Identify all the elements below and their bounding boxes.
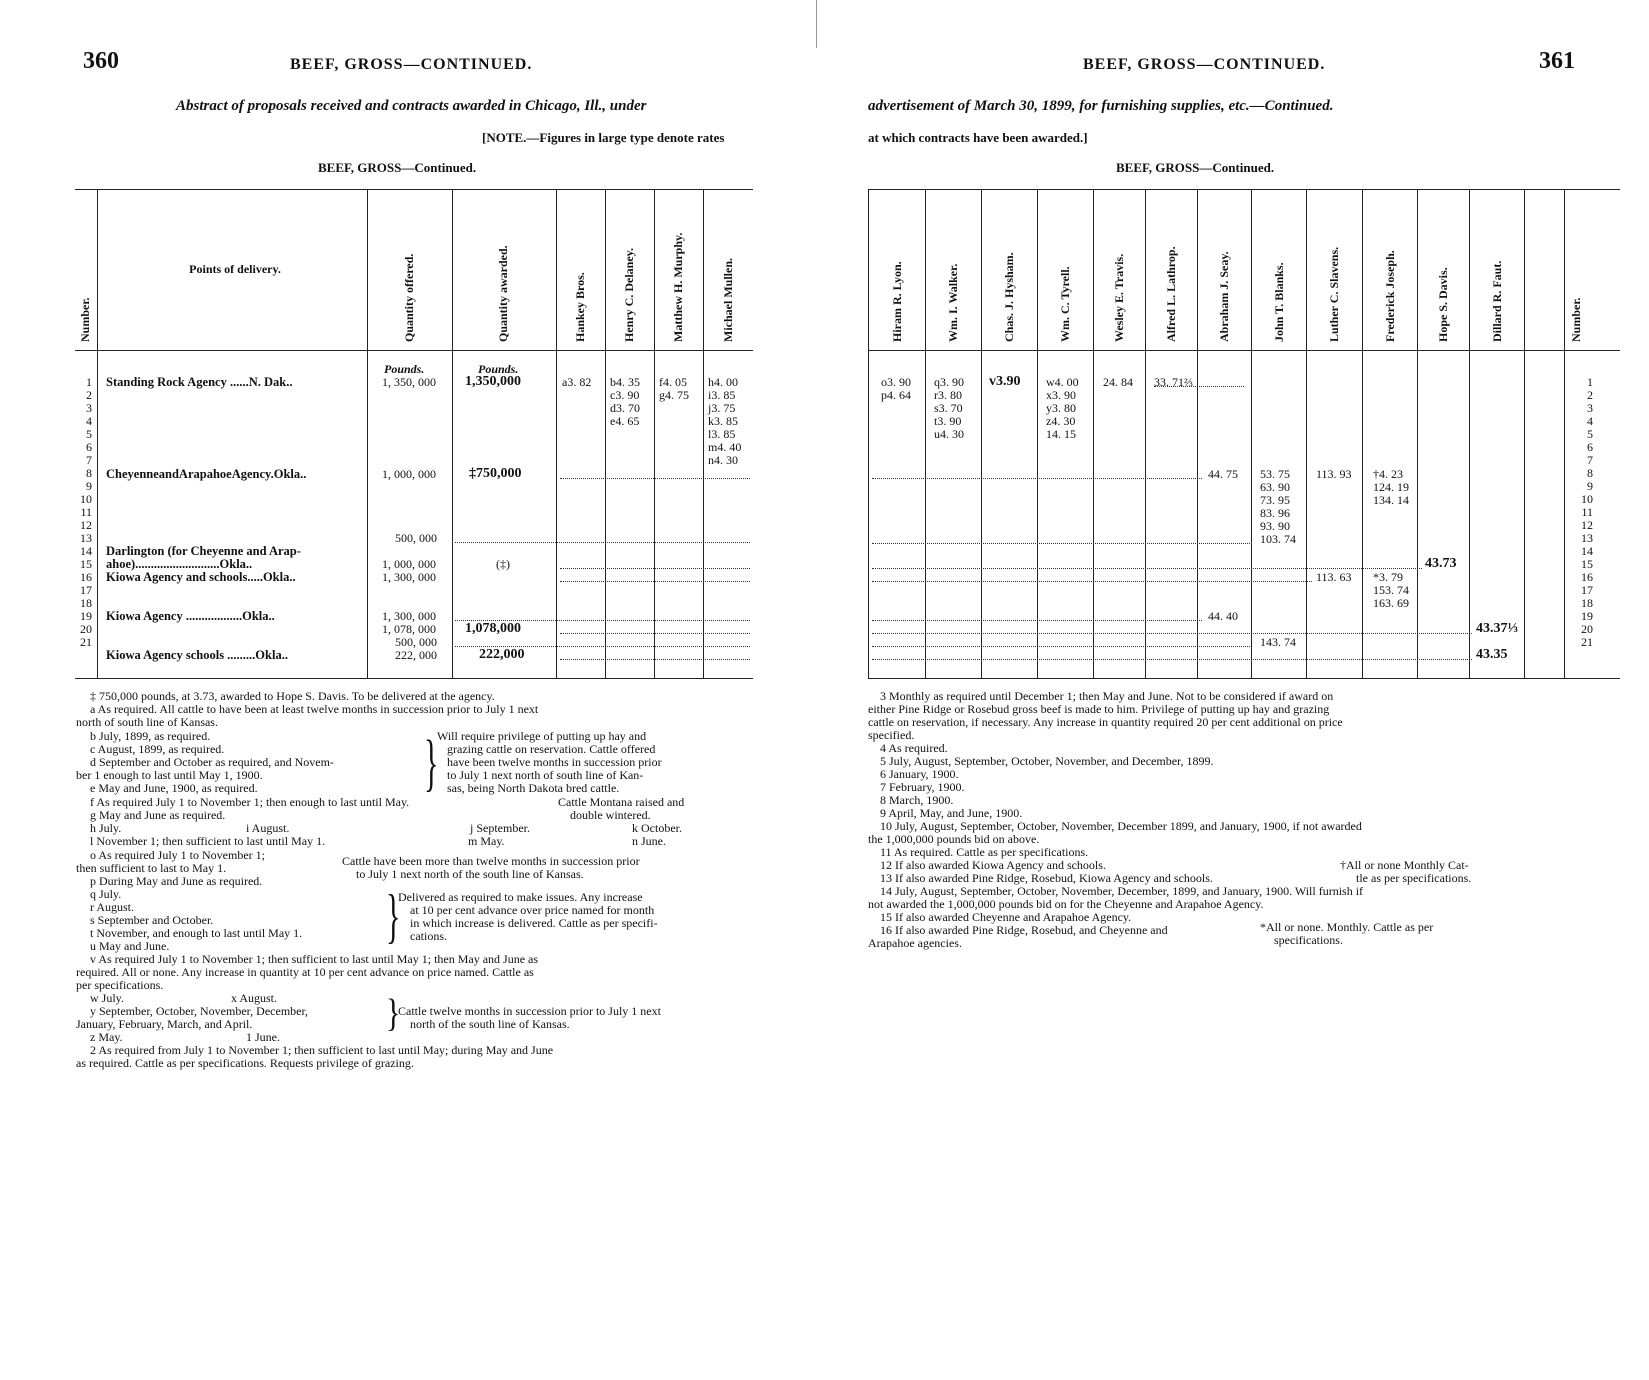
footnote: 2 As required from July 1 to November 1; then sufficient to last until May; during May and June	[90, 1043, 554, 1057]
bid-cell: 44. 40	[1208, 609, 1238, 623]
footnote: sas, being North Dakota bred cattle.	[447, 781, 620, 795]
subtitle: BEEF, GROSS—Continued.	[1116, 160, 1275, 175]
footnote: cations.	[410, 929, 447, 943]
footnote: s September and October.	[90, 913, 214, 927]
col-divider	[1037, 189, 1038, 678]
bid-cell: b4. 35	[610, 375, 640, 389]
bid-cell: 163. 69	[1373, 596, 1409, 610]
row-number: 4	[1587, 414, 1593, 428]
col-divider	[452, 189, 453, 678]
footnote: per specifications.	[76, 978, 164, 992]
footnote: Delivered as required to make issues. Any increase	[398, 890, 643, 904]
row-number: 19	[1581, 609, 1593, 623]
row-number: 8	[1587, 466, 1593, 480]
row-number: 19	[80, 609, 92, 623]
qty-offered-cell: 1, 350, 000	[382, 375, 436, 389]
leader-dots	[1154, 386, 1244, 387]
footnote: then sufficient to last to May 1.	[76, 861, 227, 875]
running-head: BEEF, GROSS—CONTINUED.	[290, 56, 533, 73]
row-number: 13	[1581, 531, 1593, 545]
footnote: Cattle Montana raised and	[558, 795, 685, 809]
row-number: 15	[80, 557, 92, 571]
row-number: 15	[1581, 557, 1593, 571]
footnote: 14 July, August, September, October, November, December, 1899, and January, 1900. Will furnish if	[880, 884, 1364, 898]
bid-cell: f4. 05	[659, 375, 687, 389]
note: at which contracts have been awarded.]	[868, 130, 1088, 145]
row-number: 11	[80, 505, 92, 519]
header-bidder: Matthew H. Murphy.	[671, 232, 685, 342]
qty-awarded-cell: (‡)	[496, 557, 510, 571]
col-divider	[1093, 189, 1094, 678]
qty-offered-cell: 1, 300, 000	[382, 609, 436, 623]
col-divider	[868, 189, 869, 678]
bid-cell: g4. 75	[659, 388, 689, 402]
row-number: 14	[80, 544, 92, 558]
row-number: 12	[1581, 518, 1593, 532]
row-number: 1	[86, 375, 92, 389]
qty-awarded-cell: 1,078,000	[465, 621, 521, 636]
qty-awarded-cell: 1,350,000	[465, 374, 521, 389]
footnote: double wintered.	[570, 808, 651, 822]
leader-dots	[560, 478, 750, 479]
col-divider	[654, 189, 655, 678]
footnote: i August.	[246, 821, 290, 835]
footnote: Cattle have been more than twelve months in succession prior	[342, 854, 640, 868]
footnote: q July.	[90, 887, 122, 901]
row-number: 3	[86, 401, 92, 415]
row-number: 4	[86, 414, 92, 428]
bid-cell: c3. 90	[610, 388, 640, 402]
leader-dots	[872, 478, 1202, 479]
bid-cell: 153. 74	[1373, 583, 1409, 597]
footnote: g May and June as required.	[90, 808, 226, 822]
footnote: the 1,000,000 pounds bid on above.	[868, 832, 1040, 846]
brace: }	[386, 992, 401, 1036]
footnote: r August.	[90, 900, 135, 914]
col-divider	[1524, 189, 1525, 678]
bid-cell: 83. 96	[1260, 506, 1290, 520]
bid-cell: 43.73	[1425, 556, 1457, 571]
footnote: 15 If also awarded Cheyenne and Arapahoe Agency.	[880, 910, 1132, 924]
footnote: n June.	[632, 834, 666, 848]
header-bidder: Abraham J. Seay.	[1217, 251, 1231, 342]
footnote: ber 1 enough to last until May 1, 1900.	[76, 768, 263, 782]
leader-dots	[872, 633, 1472, 634]
bid-cell: e4. 65	[610, 414, 640, 428]
footnote: Cattle twelve months in succession prior to July 1 next	[398, 1004, 661, 1018]
leader-dots	[455, 542, 750, 543]
qty-offered-cell: 222, 000	[395, 648, 437, 662]
table-bottom-rule	[75, 678, 753, 679]
running-head: BEEF, GROSS—CONTINUED.	[1083, 56, 1326, 73]
qty-offered-cell: 1, 000, 000	[382, 467, 436, 481]
col-divider	[1362, 189, 1363, 678]
row-number: 10	[1581, 492, 1593, 506]
header-bidder: Chas. J. Hysham.	[1002, 252, 1016, 342]
footnote: *All or none. Monthly. Cattle as per	[1260, 920, 1434, 934]
row-number: 12	[80, 518, 92, 532]
footnote: z May.	[90, 1030, 123, 1044]
row-number: 8	[86, 466, 92, 480]
footnote: 7 February, 1900.	[880, 780, 965, 794]
delivery-point: ahoe)...........................Okla..	[106, 557, 253, 571]
bid-cell: 113. 63	[1316, 570, 1352, 584]
footnote: b July, 1899, as required.	[90, 729, 211, 743]
bid-cell: a3. 82	[562, 375, 592, 389]
bid-cell: 134. 14	[1373, 493, 1409, 507]
row-number: 6	[1587, 440, 1593, 454]
footnote: have been twelve months in succession prior	[447, 755, 662, 769]
bid-cell: n4. 30	[708, 453, 738, 467]
delivery-point: Darlington (for Cheyenne and Arap-	[106, 544, 301, 558]
leader-dots	[872, 646, 1252, 647]
leader-dots	[872, 581, 1312, 582]
footnote: x August.	[231, 991, 278, 1005]
footnote: 12 If also awarded Kiowa Agency and schools.	[880, 858, 1106, 872]
bid-cell: q3. 90	[934, 375, 964, 389]
col-divider	[97, 189, 98, 678]
bid-cell: 14. 15	[1046, 427, 1076, 441]
brace: }	[424, 728, 439, 799]
bid-cell: 73. 95	[1260, 493, 1290, 507]
qty-awarded-cell: ‡750,000	[469, 466, 522, 481]
row-number: 5	[86, 427, 92, 441]
table-bottom-rule	[868, 678, 1620, 679]
header-number: Number.	[1569, 297, 1583, 342]
leader-dots	[560, 568, 750, 569]
footnote: 13 If also awarded Pine Ridge, Rosebud, Kiowa Agency and schools.	[880, 871, 1213, 885]
bid-cell: 24. 84	[1103, 375, 1133, 389]
row-number: 17	[1581, 583, 1593, 597]
bid-cell: 33. 71⅔	[1154, 375, 1193, 389]
footnote: a As required. All cattle to have been at least twelve months in succession prior to July 1 next	[90, 702, 539, 716]
footnote: j September.	[470, 821, 530, 835]
leader-dots	[872, 543, 1252, 544]
bid-cell: w4. 00	[1046, 375, 1079, 389]
row-number: 5	[1587, 427, 1593, 441]
bid-cell: †4. 23	[1373, 467, 1403, 481]
leader-dots	[560, 633, 750, 634]
col-divider	[1251, 189, 1252, 678]
row-number: 16	[80, 570, 92, 584]
footnote: 10 July, August, September, October, November, December 1899, and January, 1900, if not awarded	[880, 819, 1362, 833]
bid-cell: k3. 85	[708, 414, 738, 428]
right-page	[824, 0, 1649, 1380]
footnote: p During May and June as required.	[90, 874, 263, 888]
footnote: 16 If also awarded Pine Ridge, Rosebud, and Cheyenne and	[880, 923, 1168, 937]
footnote: tle as per specifications.	[1356, 871, 1472, 885]
row-number: 14	[1581, 544, 1593, 558]
page-title: advertisement of March 30, 1899, for furnishing supplies, etc.—Continued.	[868, 98, 1334, 114]
footnote: Will require privilege of putting up hay and	[437, 729, 647, 743]
delivery-point: Standing Rock Agency ......N. Dak..	[106, 375, 293, 389]
bid-cell: p4. 64	[881, 388, 911, 402]
subtitle: BEEF, GROSS—Continued.	[318, 160, 477, 175]
qty-offered-cell: 1, 000, 000	[382, 557, 436, 571]
header-bidder: Wm. I. Walker.	[946, 263, 960, 342]
col-divider	[605, 189, 606, 678]
footnote: ‡ 750,000 pounds, at 3.73, awarded to Hope S. Davis. To be delivered at the agency.	[90, 689, 495, 703]
qty-awarded-cell: 222,000	[479, 647, 525, 662]
bid-cell: t3. 90	[934, 414, 962, 428]
gutter-mark	[816, 0, 817, 48]
left-page	[0, 0, 824, 1380]
bid-cell: z4. 30	[1046, 414, 1076, 428]
bid-cell: 103. 74	[1260, 532, 1296, 546]
col-divider	[556, 189, 557, 678]
leader-dots	[455, 646, 750, 647]
footnote: north of the south line of Kansas.	[410, 1017, 570, 1031]
col-divider	[981, 189, 982, 678]
footnote: not awarded the 1,000,000 pounds bid on for the Cheyenne and Arapahoe Agency.	[868, 897, 1264, 911]
footnote: cattle on reservation, if necessary. Any increase in quantity required 20 per cent additional on price	[868, 715, 1343, 729]
leader-dots	[455, 620, 750, 621]
bid-cell: 43.37⅓	[1476, 621, 1518, 636]
footnote: k October.	[632, 821, 682, 835]
footnote: f As required July 1 to November 1; then enough to last until May.	[90, 795, 410, 809]
footnote: e May and June, 1900, as required.	[90, 781, 258, 795]
row-number: 17	[80, 583, 92, 597]
header-bidder: Henry C. Delaney.	[622, 248, 636, 342]
delivery-point: Kiowa Agency and schools.....Okla..	[106, 570, 296, 584]
col-divider	[1417, 189, 1418, 678]
row-number: 21	[80, 635, 92, 649]
table-top-rule	[75, 189, 753, 190]
row-number: 16	[1581, 570, 1593, 584]
bid-cell: 124. 19	[1373, 480, 1409, 494]
footnote: 11 As required. Cattle as per specifications.	[880, 845, 1089, 859]
row-number: 11	[1581, 505, 1593, 519]
qty-offered-cell: 1, 078, 000	[382, 622, 436, 636]
row-number: 7	[86, 453, 92, 467]
header-bidder: Frederick Joseph.	[1382, 250, 1397, 342]
bid-cell: o3. 90	[881, 375, 911, 389]
row-number: 13	[80, 531, 92, 545]
footnote: specified.	[868, 728, 915, 742]
footnote: specifications.	[1274, 933, 1343, 947]
footnote: h July.	[90, 821, 122, 835]
bid-cell: v3.90	[989, 374, 1021, 389]
row-number: 20	[80, 622, 92, 636]
row-number: 21	[1581, 635, 1593, 649]
bid-cell: s3. 70	[934, 401, 963, 415]
col-divider	[925, 189, 926, 678]
footnote: t November, and enough to last until May 1.	[90, 926, 303, 940]
bid-cell: j3. 75	[708, 401, 736, 415]
row-number: 2	[86, 388, 92, 402]
header-bidder: Michael Mullen.	[721, 258, 735, 342]
footnote: 9 April, May, and June, 1900.	[880, 806, 1023, 820]
row-number: 9	[1587, 479, 1593, 493]
page-title: Abstract of proposals received and contracts awarded in Chicago, Ill., under	[176, 98, 647, 114]
header-bidder: Dillard R. Faut.	[1489, 260, 1504, 342]
footnote: either Pine Ridge or Rosebud gross beef is made to him. Privilege of putting up hay and grazing	[868, 702, 1330, 716]
header-qty-offered: Quantity offered.	[402, 253, 416, 342]
row-number: 3	[1587, 401, 1593, 415]
footnote: to July 1 next north of south line of Kan-	[447, 768, 644, 782]
bid-cell: 63. 90	[1260, 480, 1290, 494]
bid-cell: l3. 85	[708, 427, 736, 441]
pounds-label: Pounds.	[384, 362, 425, 376]
bid-cell: 93. 90	[1260, 519, 1290, 533]
bid-cell: 44. 75	[1208, 467, 1238, 481]
row-number: 18	[1581, 596, 1593, 610]
header-bidder: Wm. C. Tyrell.	[1058, 266, 1072, 342]
pounds-label: Pounds.	[478, 362, 519, 376]
footnote: to July 1 next north of the south line of Kansas.	[356, 867, 584, 881]
footnote: at 10 per cent advance over price named for month	[410, 903, 655, 917]
footnote: o As required July 1 to November 1;	[90, 848, 265, 862]
footnote: 4 As required.	[880, 741, 948, 755]
footnote: u May and June.	[90, 939, 170, 953]
header-number: Number.	[78, 297, 92, 342]
header-points: Points of delivery.	[189, 262, 281, 276]
footnote: January, February, March, and April.	[76, 1017, 253, 1031]
bid-cell: *3. 79	[1373, 570, 1403, 584]
row-number: 1	[1587, 375, 1593, 389]
col-divider	[1197, 189, 1198, 678]
bid-cell: x3. 90	[1046, 388, 1076, 402]
table-header-rule	[75, 350, 753, 351]
leader-dots	[872, 659, 1472, 660]
footnote: north of south line of Kansas.	[76, 715, 218, 729]
row-number: 6	[86, 440, 92, 454]
footnote: in which increase is delivered. Cattle as per specifi-	[410, 916, 658, 930]
footnote: grazing cattle on reservation. Cattle offered	[447, 742, 656, 756]
footnote: c August, 1899, as required.	[90, 742, 225, 756]
row-number: 2	[1587, 388, 1593, 402]
col-divider	[1564, 189, 1565, 678]
header-bidder: Hankey Bros.	[573, 272, 587, 342]
footnote: y September, October, November, December,	[90, 1004, 308, 1018]
footnote: 8 March, 1900.	[880, 793, 954, 807]
footnote: 3 Monthly as required until December 1; then May and June. Not to be considered if award on	[880, 689, 1334, 703]
brace: }	[386, 884, 401, 950]
qty-offered-cell: 500, 000	[395, 531, 437, 545]
row-number: 20	[1581, 622, 1593, 636]
col-divider	[1145, 189, 1146, 678]
header-bidder: Alfred L. Lathrop.	[1164, 246, 1178, 342]
qty-offered-cell: 500, 000	[395, 635, 437, 649]
footnote: as required. Cattle as per specifications. Requests privilege of grazing.	[76, 1056, 414, 1070]
bid-cell: r3. 80	[934, 388, 962, 402]
row-number: 10	[80, 492, 92, 506]
delivery-point: Kiowa Agency schools .........Okla..	[106, 648, 288, 662]
header-bidder: Luther C. Slavens.	[1327, 246, 1341, 342]
note: [NOTE.—Figures in large type denote rates	[482, 130, 725, 145]
footnote: required. All or none. Any increase in quantity at 10 per cent advance on price named. Cattle as	[76, 965, 534, 979]
bid-cell: h4. 00	[708, 375, 738, 389]
bid-cell: m4. 40	[708, 440, 742, 454]
header-qty-awarded: Quantity awarded.	[496, 245, 510, 342]
col-divider	[1306, 189, 1307, 678]
delivery-point: Kiowa Agency ..................Okla..	[106, 609, 275, 623]
row-number: 18	[80, 596, 92, 610]
bid-cell: 143. 74	[1260, 635, 1296, 649]
col-divider	[1469, 189, 1470, 678]
footnote: 1 June.	[246, 1030, 280, 1044]
page-number: 360	[83, 48, 119, 74]
page-number: 361	[1539, 48, 1575, 74]
footnote: 5 July, August, September, October, November, and December, 1899.	[880, 754, 1214, 768]
col-divider	[367, 189, 368, 678]
footnote: Arapahoe agencies.	[868, 936, 962, 950]
footnote: l November 1; then sufficient to last until May 1.	[90, 834, 326, 848]
footnote: d September and October as required, and Novem-	[90, 755, 334, 769]
footnote: m May.	[468, 834, 505, 848]
header-bidder: Hope S. Davis.	[1436, 267, 1450, 342]
leader-dots	[560, 581, 750, 582]
leader-dots	[560, 659, 750, 660]
row-number: 9	[86, 479, 92, 493]
col-divider	[703, 189, 704, 678]
delivery-point: CheyenneandArapahoeAgency.Okla..	[106, 467, 307, 481]
header-bidder: Hiram R. Lyon.	[889, 261, 904, 342]
footnote: 6 January, 1900.	[880, 767, 959, 781]
bid-cell: u4. 30	[934, 427, 964, 441]
footnote: v As required July 1 to November 1; then sufficient to last until May 1; then May and June as	[90, 952, 539, 966]
bid-cell: d3. 70	[610, 401, 640, 415]
bid-cell: y3. 80	[1046, 401, 1076, 415]
footnote: w July.	[90, 991, 124, 1005]
bid-cell: 113. 93	[1316, 467, 1352, 481]
leader-dots	[872, 620, 1202, 621]
footnote: †All or none Monthly Cat-	[1340, 858, 1469, 872]
bid-cell: i3. 85	[708, 388, 736, 402]
bid-cell: 53. 75	[1260, 467, 1290, 481]
bid-cell: 43.35	[1476, 647, 1508, 662]
header-bidder: John T. Blanks.	[1271, 262, 1286, 342]
row-number: 7	[1587, 453, 1593, 467]
header-bidder: Wesley E. Travis.	[1112, 253, 1126, 342]
qty-offered-cell: 1, 300, 000	[382, 570, 436, 584]
leader-dots	[872, 568, 1422, 569]
